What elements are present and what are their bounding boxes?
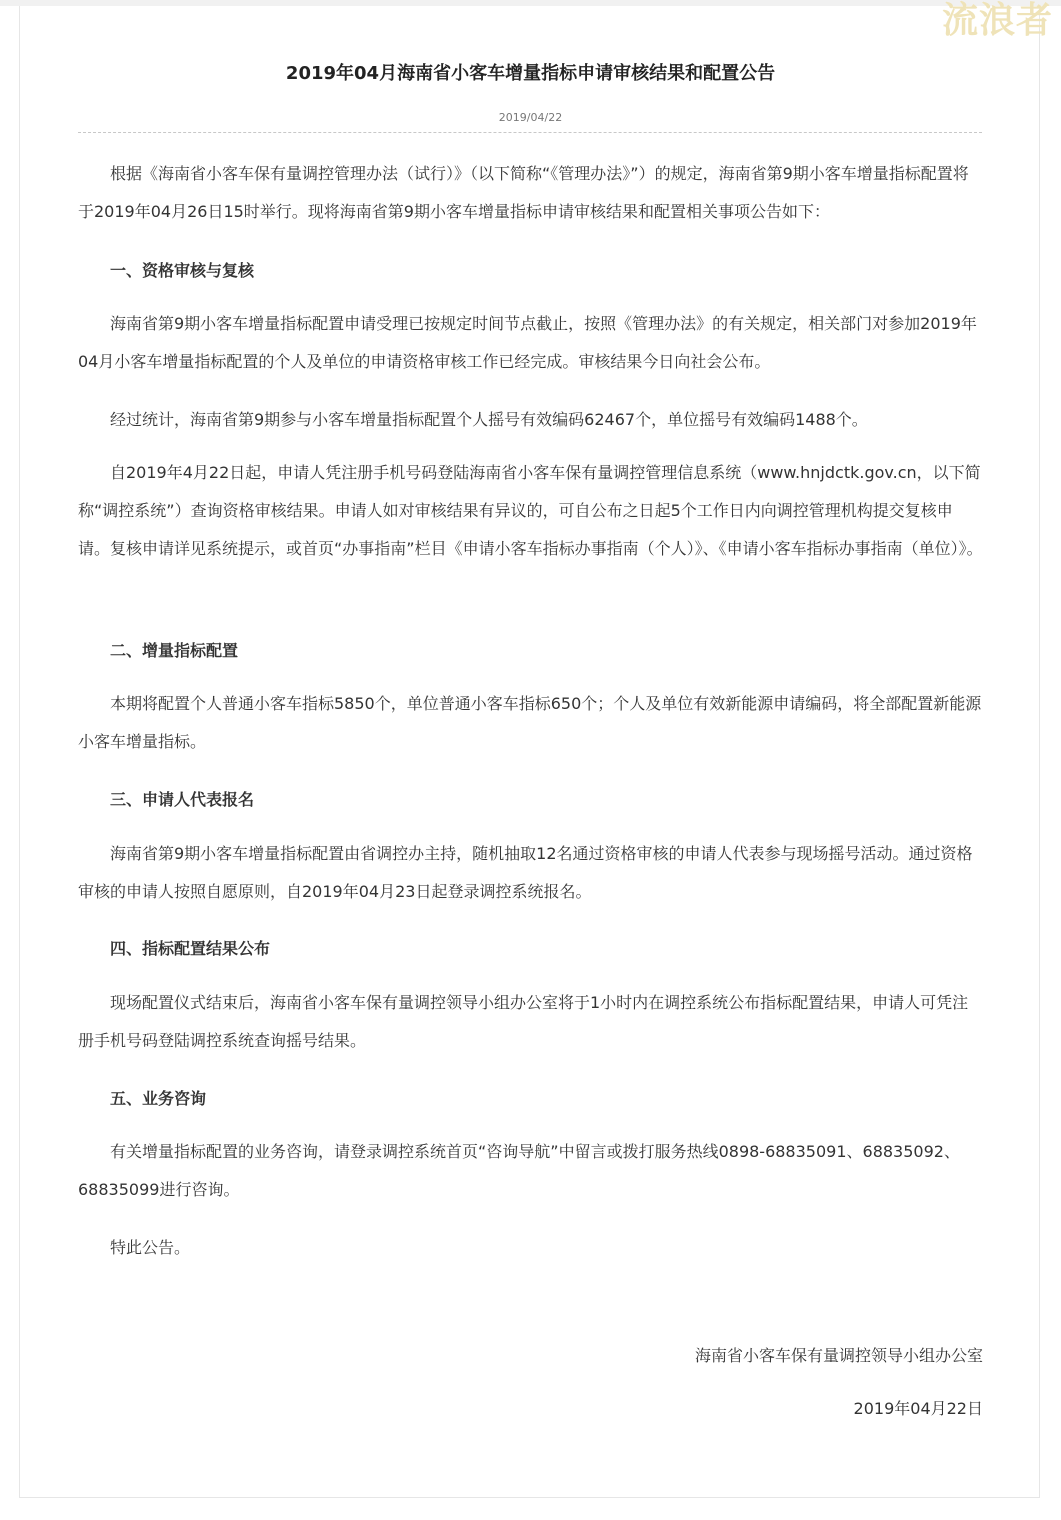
section-1-paragraph-3: 自2019年4月22日起，申请人凭注册手机号码登陆海南省小客车保有量调控管理信息系统（www.hnjdctk.gov.cn，以下简称“调控系统”）查询资格审核结果。申请人如对审核结果有异议的，可自公布之日起5个工作日内向调控管理机构提交复核申请。复核申请详见系统提示，或首页“办事指南”栏目《申请小客车指标办事指南（个人）》、《申请小客车指标办事指南（单位）》。 bbox=[78, 463, 983, 558]
page-title: 2019年04月海南省小客车增量指标申请审核结果和配置公告 bbox=[285, 63, 776, 84]
section-4-paragraph-1: 现场配置仪式结束后，海南省小客车保有量调控领导小组办公室将于1小时内在调控系统公布指标配置结果，申请人可凭注册手机号码登陆调控系统查询摇号结果。 bbox=[78, 993, 969, 1050]
section-heading-5: 五、业务咨询 bbox=[110, 1089, 207, 1108]
section-1-paragraph-2: 经过统计，海南省第9期参与小客车增量指标配置个人摇号有效编码62467个，单位摇号有效编码1488个。 bbox=[110, 410, 868, 429]
section-5-paragraph-1: 有关增量指标配置的业务咨询，请登录调控系统首页“咨询导航”中留言或拨打服务热线0898-68835091、68835092、68835099进行咨询。 bbox=[78, 1142, 960, 1199]
signature-organization: 海南省小客车保有量调控领导小组办公室 bbox=[694, 1346, 983, 1365]
section-heading-4: 四、指标配置结果公布 bbox=[110, 939, 271, 958]
section-2-paragraph-1: 本期将配置个人普通小客车指标5850个，单位普通小客车指标650个；个人及单位有效新能源申请编码，将全部配置新能源小客车增量指标。 bbox=[78, 694, 982, 751]
signature-date: 2019年04月22日 bbox=[853, 1399, 983, 1418]
closing-text: 特此公告。 bbox=[110, 1238, 191, 1257]
section-heading-2: 二、增量指标配置 bbox=[110, 641, 239, 660]
section-1-paragraph-1: 海南省第9期小客车增量指标配置申请受理已按规定时间节点截止，按照《管理办法》的有关规定，相关部门对参加2019年04月小客车增量指标配置的个人及单位的申请资格审核工作已经完成。审核结果今日向社会公布。 bbox=[78, 314, 977, 371]
intro-paragraph: 根据《海南省小客车保有量调控管理办法（试行）》（以下简称“《管理办法》”）的规定，海南省第9期小客车增量指标配置将于2019年04月26日15时举行。现将海南省第9期小客车增量指标申请审核结果和配置相关事项公告如下： bbox=[78, 164, 969, 221]
section-3-paragraph-1: 海南省第9期小客车增量指标配置由省调控办主持，随机抽取12名通过资格审核的申请人代表参与现场摇号活动。通过资格审核的申请人按照自愿原则，自2019年04月23日起登录调控系统报名。 bbox=[78, 844, 973, 901]
watermark: 流浪者 bbox=[941, 0, 1053, 41]
publish-date: 2019/04/22 bbox=[498, 111, 563, 124]
section-heading-3: 三、申请人代表报名 bbox=[110, 790, 255, 809]
title-divider bbox=[78, 132, 982, 133]
section-heading-1: 一、资格审核与复核 bbox=[110, 261, 255, 280]
